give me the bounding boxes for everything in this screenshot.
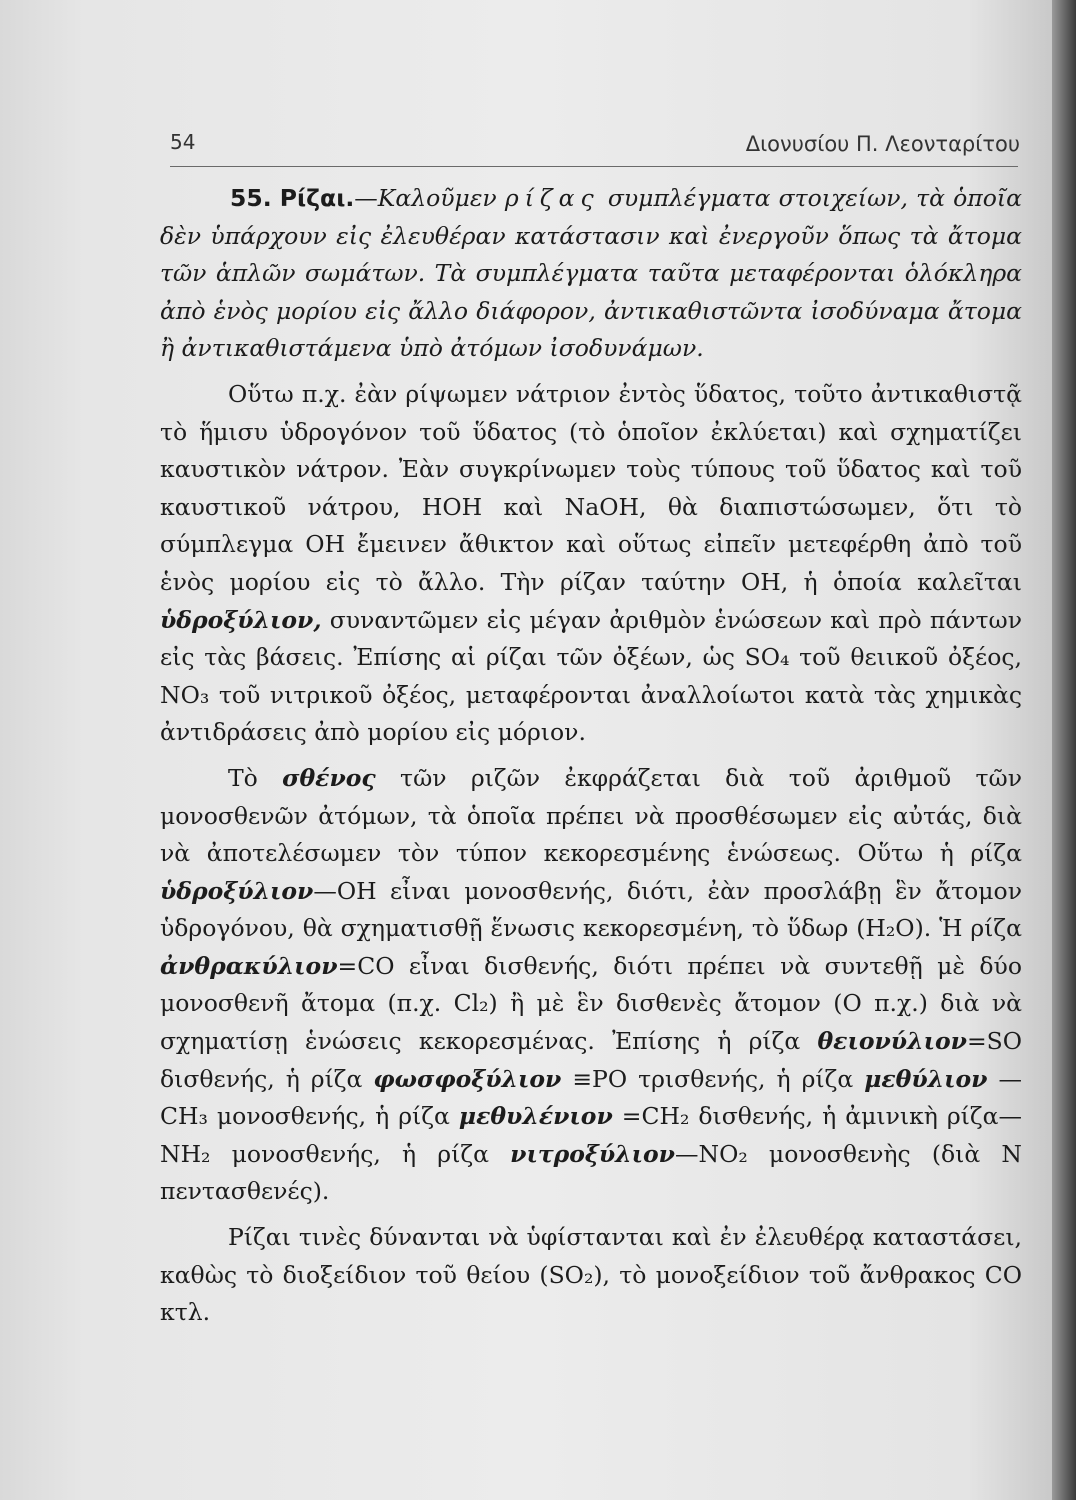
term-methylene: μεθυλένιον [458, 1102, 613, 1131]
free-radicals-text: Ρίζαι τινὲς δύνανται νὰ ὑφίστανται καὶ ἐν ἐλευθέρᾳ καταστάσει, καθὼς τὸ διοξείδιον τοῦ θείου (SO₂), τὸ μονοξείδιον τοῦ ἄνθρακος CO κτλ. [160, 1223, 1022, 1327]
page-edge-shadow [1052, 0, 1076, 1500]
paragraph-example [160, 376, 1022, 752]
page-number: 54 [170, 130, 196, 154]
valence-a: Τὸ [228, 763, 283, 792]
section-definition: συμπλέγματα στοιχείων, τὰ ὁποῖα δὲν ὑπάρχουν εἰς ἐλευθέραν κατάστασιν καὶ ἐνεργοῦν ὅπως τὰ ἄτομα τῶν ἁπλῶν σωμάτων. Τὰ συμπλέγματα ταῦτα μεταφέρονται ὁλόκληρα ἀπὸ ἑνὸς μορίου εἰς ἄλλο διάφορον, ἀντικαθιστῶντα ἰσοδύναμα ἄτομα ἢ ἀντικαθιστάμενα ὑπὸ ἀτόμων ἰσοδυνάμων. [160, 184, 1022, 363]
page-body [160, 180, 1022, 1332]
section-term: ρίζας [504, 184, 600, 212]
valence-d: =CO εἶναι δισθενής, διότι πρέπει νὰ συντεθῇ μὲ δύο μονοσθενῆ ἄτομα (π.χ. Cl₂) ἢ μὲ ἓν δισθενὲς ἄτομον (O π.χ.) διὰ νὰ σχηματίσῃ ἑνώσεις κεκορεσμένας. Ἐπίσης ἡ ρίζα [160, 951, 1022, 1056]
term-methyl: μεθύλιον [864, 1064, 988, 1093]
section-number: 55. [230, 184, 272, 212]
term-carbonyl: ἀνθρακύλιον [160, 951, 338, 980]
term-valence: σθένος [282, 763, 376, 792]
valence-h: =CH₂ δισθενής, ἡ ἀμινικὴ ρίζα—NH₂ μονοσθενής, ἡ ρίζα [160, 1102, 1022, 1168]
term-hydroxyl: ὑδροξύλιον, [160, 605, 322, 634]
term-hydroxyl-2: ὑδροξύλιον [160, 876, 314, 905]
section-lead: Καλοῦμεν [377, 184, 497, 212]
valence-e: =SO δισθενής, ἡ ρίζα [160, 1027, 1022, 1093]
page-header [170, 120, 1020, 160]
paragraph-example-a: Οὕτω π.χ. ἐὰν ρίψωμεν νάτριον ἐντὸς ὕδατος, τοῦτο ἀντικαθιστᾷ τὸ ἥμισυ ὑδρογόνον τοῦ ὕδατος (τὸ ὁποῖον ἐκλύεται) καὶ σχηματίζει καυστικὸν νάτρον. Ἐὰν συγκρίνωμεν τοὺς τύπους τοῦ ὕδατος καὶ τοῦ καυστικοῦ νάτρου, HOH καὶ NaOH, θὰ διαπιστώσωμεν, ὅτι τὸ σύμπλεγμα OH ἔμεινεν ἄθικτον καὶ οὕτως εἰπεῖν μετεφέρθη ἀπὸ τοῦ ἑνὸς μορίου εἰς τὸ ἄλλο. Τὴν ρίζαν ταύτην OH, ἡ ὁποία καλεῖται [160, 379, 1022, 596]
section-55-paragraph [160, 180, 1022, 368]
paragraph-example-b: συναντῶμεν εἰς μέγαν ἀριθμὸν ἑνώσεων καὶ πρὸ πάντων εἰς τὰς βάσεις. Ἐπίσης αἱ ρίζαι τῶν ὀξέων, ὡς SO₄ τοῦ θειικοῦ ὀξέος, NO₃ τοῦ νιτρικοῦ ὀξέος, μεταφέρονται ἀναλλοίωτοι κατὰ τὰς χημικὰς ἀντιδράσεις ἀπὸ μορίου εἰς μόριον. [160, 605, 1022, 747]
valence-i: —NO₂ μονοσθενὴς (διὰ N πεντασθενές). [160, 1139, 1022, 1206]
section-title: Ρίζαι. [279, 184, 355, 212]
valence-b: τῶν ριζῶν ἐκφράζεται διὰ τοῦ ἀριθμοῦ τῶν μονοσθενῶν ἀτόμων, τὰ ὁποῖα πρέπει νὰ προσθέσωμεν εἰς αὐτάς, διὰ νὰ ἀποτελέσωμεν τὸν τύπον κεκορεσμένης ἑνώσεως. Οὕτω ἡ ρίζα [160, 763, 1022, 868]
header-rule [170, 166, 1018, 167]
term-thionyl: θειονύλιον [817, 1027, 967, 1056]
valence-c: —OH εἶναι μονοσθενής, διότι, ἐὰν προσλάβῃ ἓν ἄτομον ὑδρογόνου, θὰ σχηματισθῇ ἕνωσις κεκορεσμένη, τὸ ὕδωρ (H₂O). Ἡ ρίζα [160, 876, 1022, 943]
section-dash: — [354, 184, 378, 212]
paragraph-valence [160, 760, 1022, 1211]
running-head: Διονυσίου Π. Λεονταρίτου [745, 132, 1020, 156]
term-nitro: νιτροξύλιον [510, 1139, 675, 1168]
valence-f: ≡PO τρισθενής, ἡ ρίζα [561, 1064, 865, 1093]
paragraph-free-radicals [160, 1219, 1022, 1332]
valence-g: —CH₃ μονοσθενής, ἡ ρίζα [160, 1064, 1022, 1131]
term-phosphoryl: φωσφοξύλιον [373, 1064, 562, 1093]
